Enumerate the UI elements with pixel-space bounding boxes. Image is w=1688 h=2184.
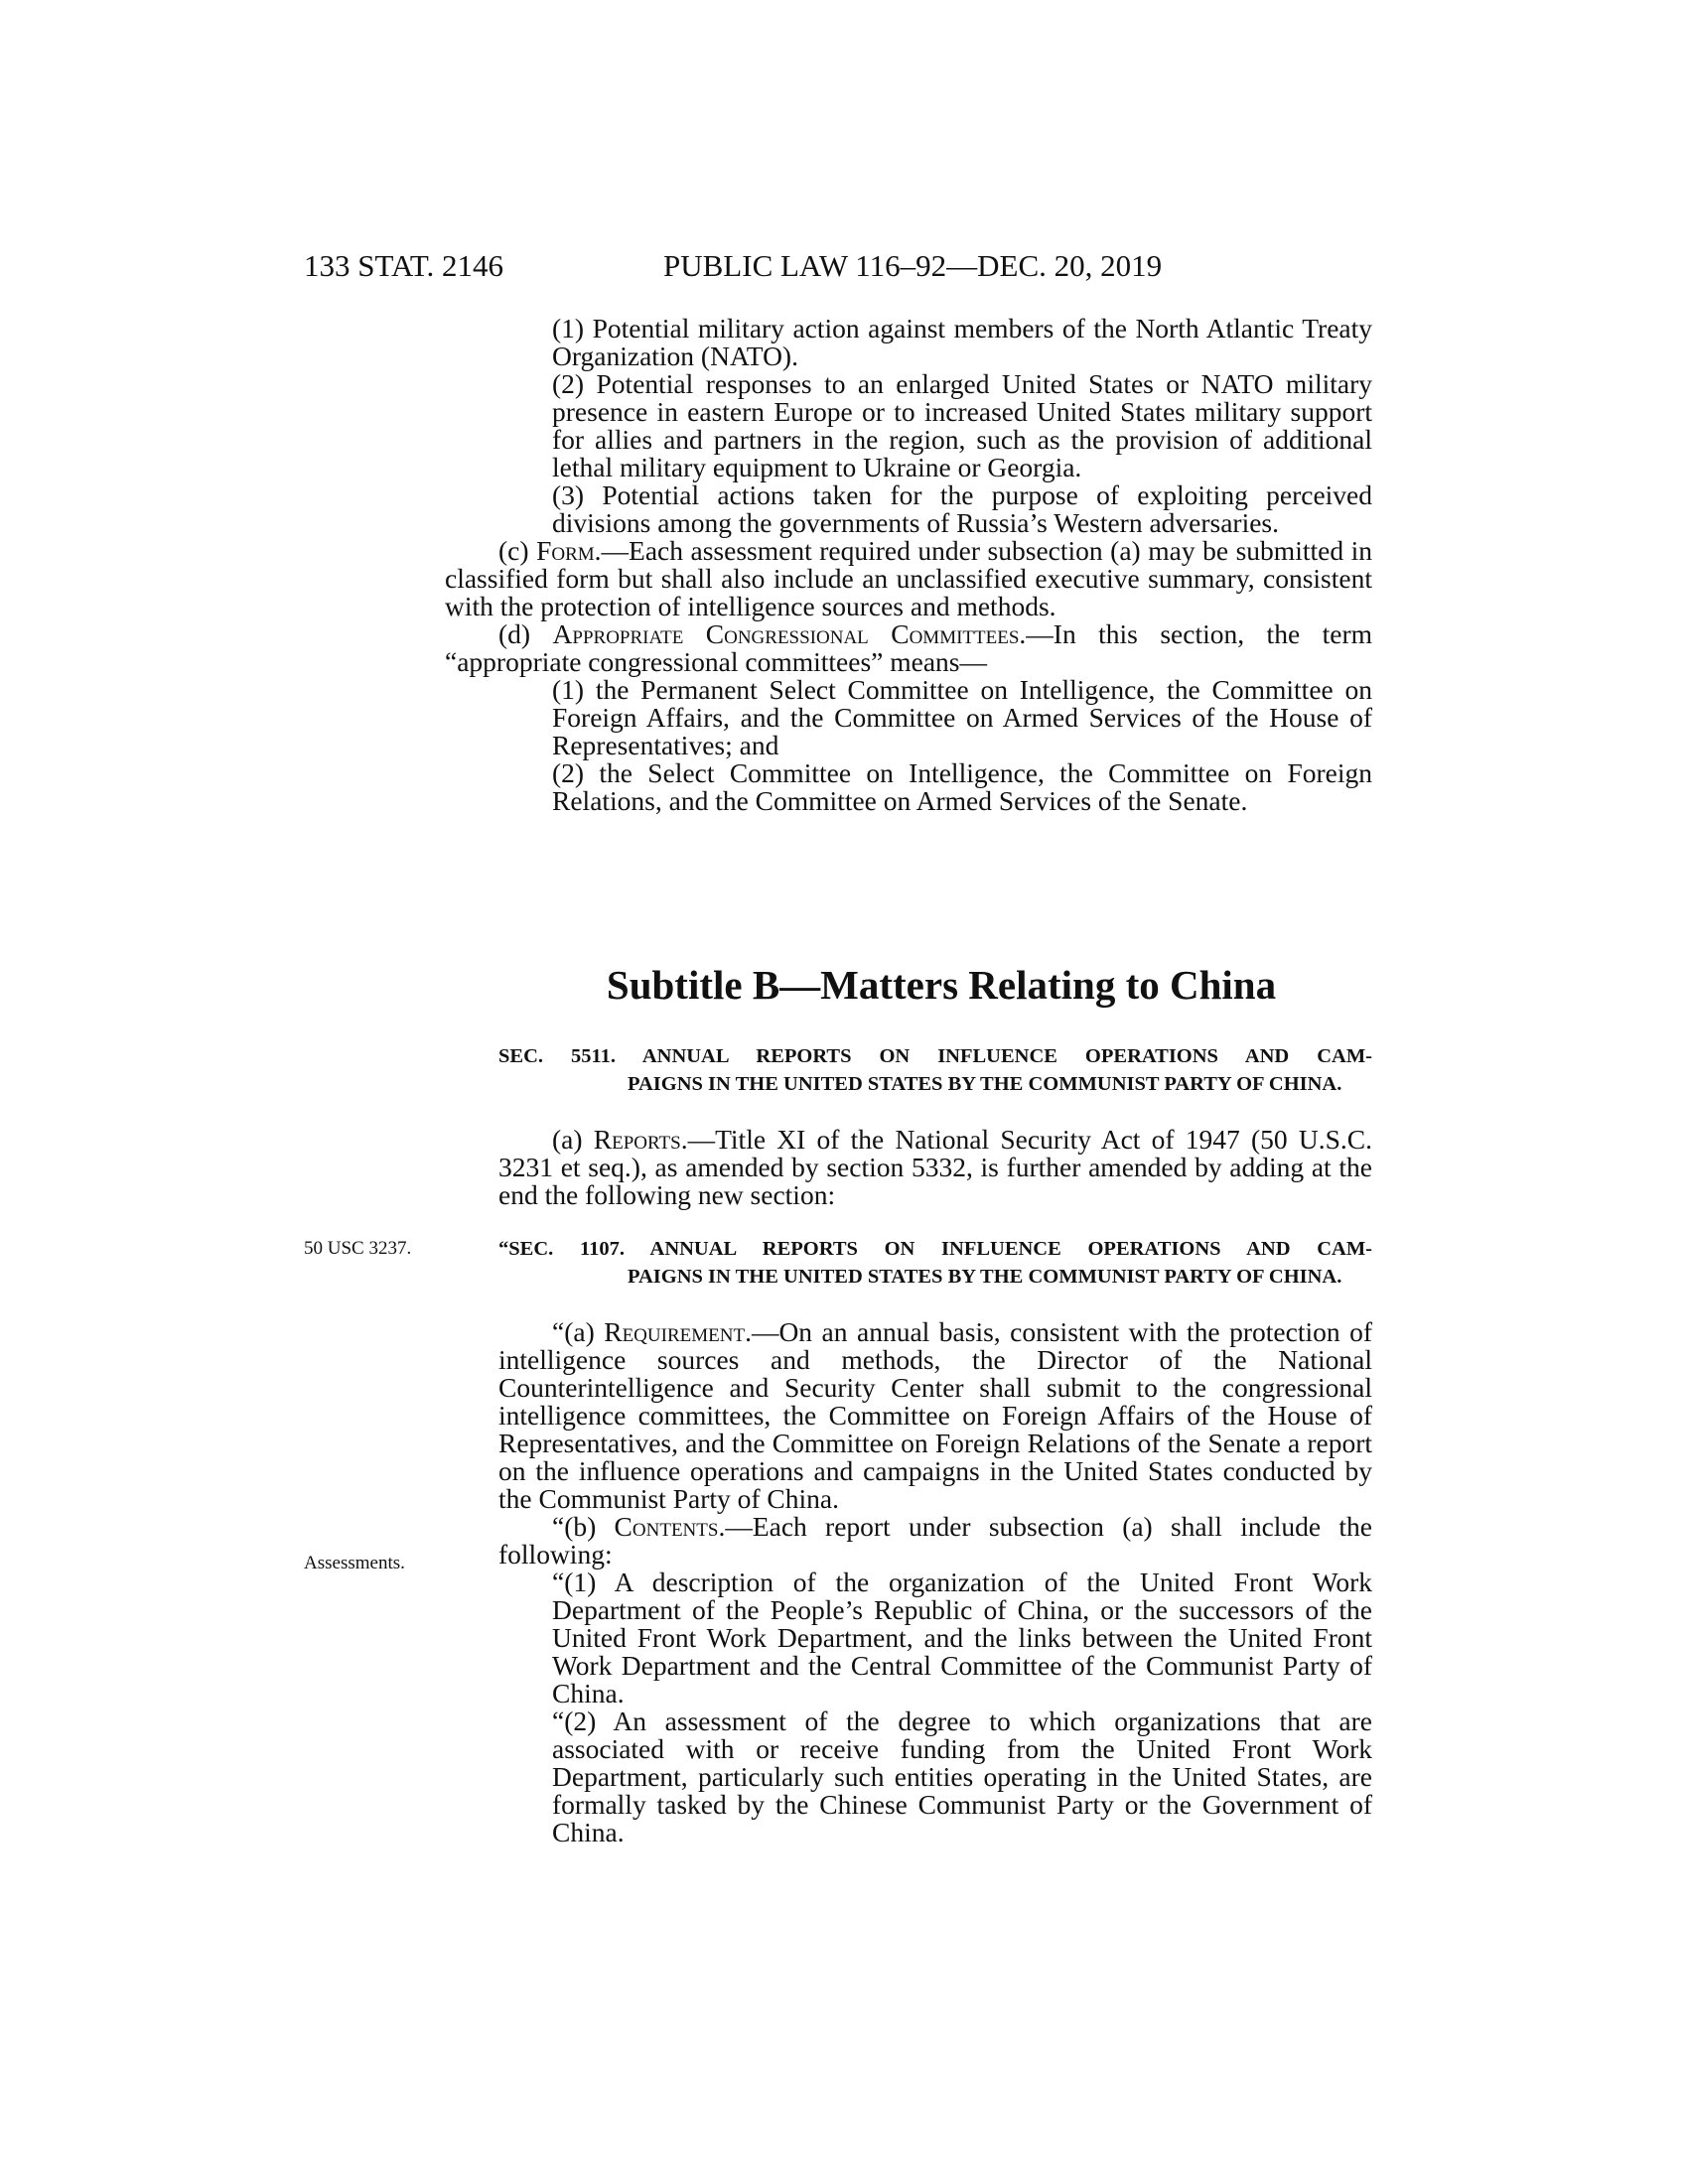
subsection-b-contents: “(b) Contents.—Each report under subsection (a) shall include the following: [498,1511,1372,1570]
stat-page-number: 133 STAT. 2146 [304,248,504,283]
paragraph-1: (1) Potential military action against members of the North Atlantic Treaty Organization (NATO). [552,313,1372,371]
subsection-a-reports: (a) Reports.—Title XI of the National Security Act of 1947 (50 U.S.C. 3231 et seq.), as amended by section 5332, is further amended by adding at the end the following new section: [498,1124,1372,1210]
section-5511-body [498,1126,1372,1209]
nato-assessment-paragraphs [445,313,1372,816]
subsection-d-heading: Appropriate Congressional Committees [552,618,1020,649]
section-1107-heading: “SEC. 1107. ANNUAL REPORTS ON INFLUENCE OPERATIONS AND CAM- PAIGNS IN THE UNITED STATES BY THE COMMUNIST PARTY OF CHINA. [498,1238,1372,1288]
running-header [304,246,1366,286]
paragraph-d1: (1) the Permanent Select Committee on Intelligence, the Committee on Foreign Affairs, and the Committee on Armed Services of the House of Representatives; and [552,674,1372,760]
margin-note-usc: 50 USC 3237. [304,1238,412,1259]
margin-note-assessments: Assessments. [304,1553,405,1573]
subsection-d-committees: (d) Appropriate Congressional Committees.—In this section, the term “appropriate congressional committees” means— [445,618,1372,677]
public-law-title: PUBLIC LAW 116–92—DEC. 20, 2019 [663,248,1163,283]
paragraph-3: (3) Potential actions taken for the purpose of exploiting perceived divisions among the governments of Russia’s Western adversaries. [552,479,1372,538]
section-5511-heading: SEC. 5511. ANNUAL REPORTS ON INFLUENCE OPERATIONS AND CAM- PAIGNS IN THE UNITED STATES BY THE COMMUNIST PARTY OF CHINA. [498,1045,1372,1095]
subsection-a-requirement: “(a) Requirement.—On an annual basis, consistent with the protection of intelligence sources and methods, the Director of the National Counterintelligence and Security Center shall submit to the congressional intelligence committees, the Committee on Foreign Affairs of the House of Representatives, and the Committee on Foreign Relations of the Senate a report on the influence operations and campaigns in the United States conducted by the Communist Party of China. [498,1316,1372,1514]
subsection-a-requirement-heading: Requirement [604,1316,746,1347]
contents-item-2: “(2) An assessment of the degree to which organizations that are associated with or receive funding from the United Front Work Department, particularly such entities operating in the United States, are formally tasked by the Chinese Communist Party or the Government of China. [552,1706,1372,1847]
subsection-a-heading: Reports [593,1124,681,1155]
section-1107-body [498,1318,1372,1846]
contents-item-1: “(1) A description of the organization of the United Front Work Department of the People’s Republic of China, or the successors of the United Front Work Department, and the links between the United Front Work Department and the Central Committee of the Communist Party of China. [552,1567,1372,1708]
paragraph-2: (2) Potential responses to an enlarged United States or NATO military presence in eastern Europe or to increased United States military support for allies and partners in the region, such as the provision of additional lethal military equipment to Ukraine or Georgia. [552,368,1372,482]
subtitle-heading: Subtitle B—Matters Relating to China [606,962,1277,1008]
paragraph-d2: (2) the Select Committee on Intelligence, the Committee on Foreign Relations, and the Committee on Armed Services of the Senate. [552,757,1372,816]
subsection-c-form: (c) Form.—Each assessment required under subsection (a) may be submitted in classified form but shall also include an unclassified executive summary, consistent with the protection of intelligence sources and methods. [445,535,1372,621]
subsection-b-heading: Contents [614,1511,719,1542]
subsection-c-heading: Form [536,535,595,566]
